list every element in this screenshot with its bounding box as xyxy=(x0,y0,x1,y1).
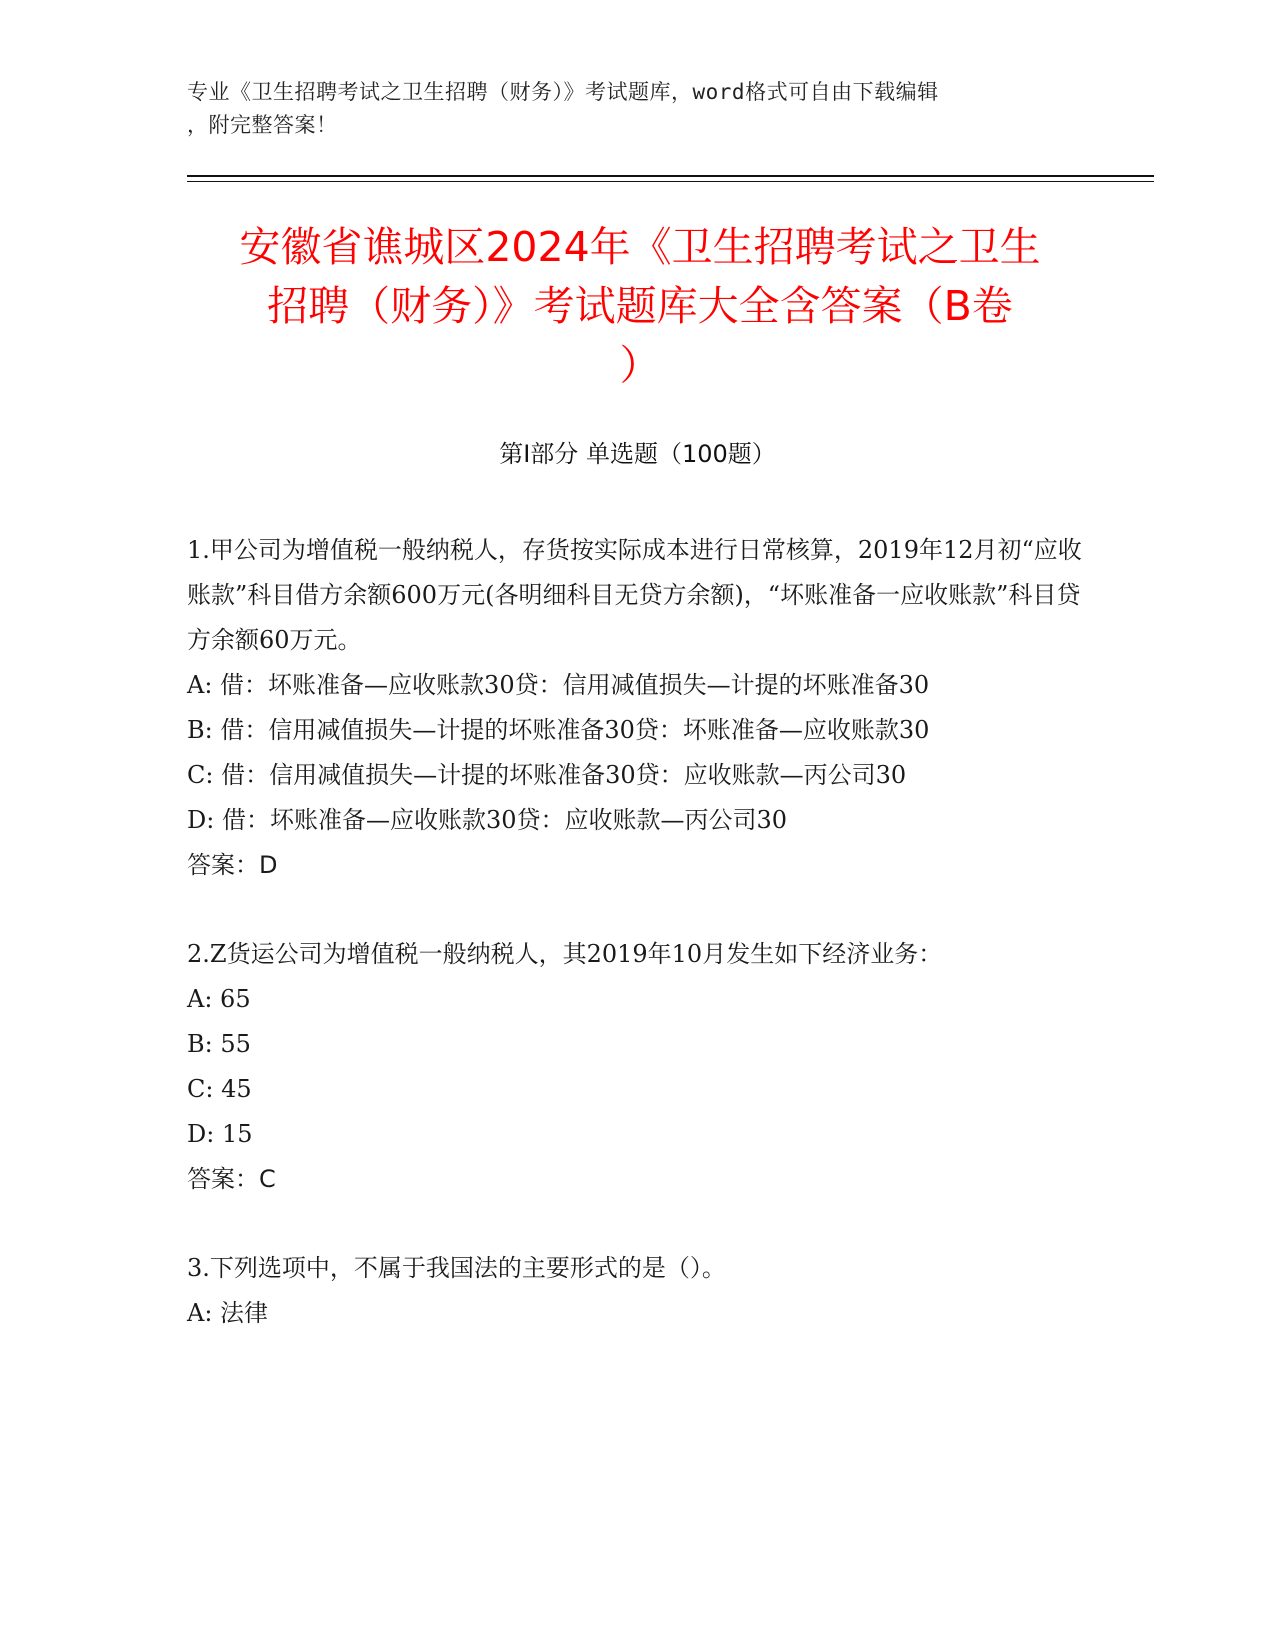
question-option: B: 55 xyxy=(187,1030,251,1058)
question-stem: 1.甲公司为增值税一般纳税人，存货按实际成本进行日常核算，2019年12月初“应收账款”科目借方余额600万元(各明细科目无贷方余额)，“坏账准备一应收账款”科目贷方余额60万元。 xyxy=(187,536,1082,654)
header-note-line: ，附完整答案！ xyxy=(187,113,338,137)
question-option: D: 借：坏账准备—应收账款30贷：应收账款—丙公司30 xyxy=(187,806,788,834)
header-divider xyxy=(187,175,1154,177)
question-option: A: 借：坏账准备—应收账款30贷：信用减值损失—计提的坏账准备30 xyxy=(187,671,930,699)
question-list xyxy=(187,528,1082,1380)
document-title xyxy=(170,218,1110,395)
question-option: C: 45 xyxy=(187,1075,252,1103)
question-option: B: 借：信用减值损失—计提的坏账准备30贷：坏账准备—应收账款30 xyxy=(187,716,930,744)
title-line: 安徽省谯城区2024年《卫生招聘考试之卫生 xyxy=(239,223,1041,271)
question-stem: 2.Z货运公司为增值税一般纳税人，其2019年10月发生如下经济业务： xyxy=(187,940,943,968)
question-stem: 3.下列选项中，不属于我国法的主要形式的是（）。 xyxy=(187,1254,726,1282)
question-answer: 答案：D xyxy=(187,851,278,879)
question-answer: 答案：C xyxy=(187,1165,276,1193)
question-option: A: 法律 xyxy=(187,1299,269,1327)
section-heading: 第I部分 单选题（100题） xyxy=(499,440,776,468)
question-option: A: 65 xyxy=(187,985,251,1013)
header-note xyxy=(187,76,1067,142)
question-item xyxy=(187,932,1082,1202)
header-note-line: 专业《卫生招聘考试之卫生招聘（财务）》考试题库，word格式可自由下载编辑 xyxy=(187,80,939,104)
question-option: C: 借：信用减值损失—计提的坏账准备30贷：应收账款—丙公司30 xyxy=(187,761,907,789)
title-line: ） xyxy=(619,341,661,389)
header-divider-thin xyxy=(187,181,1154,182)
question-item xyxy=(187,528,1082,888)
title-line: 招聘（财务）》考试题库大全含答案（B卷 xyxy=(267,282,1013,330)
question-item xyxy=(187,1246,1082,1336)
question-option: D: 15 xyxy=(187,1120,253,1148)
